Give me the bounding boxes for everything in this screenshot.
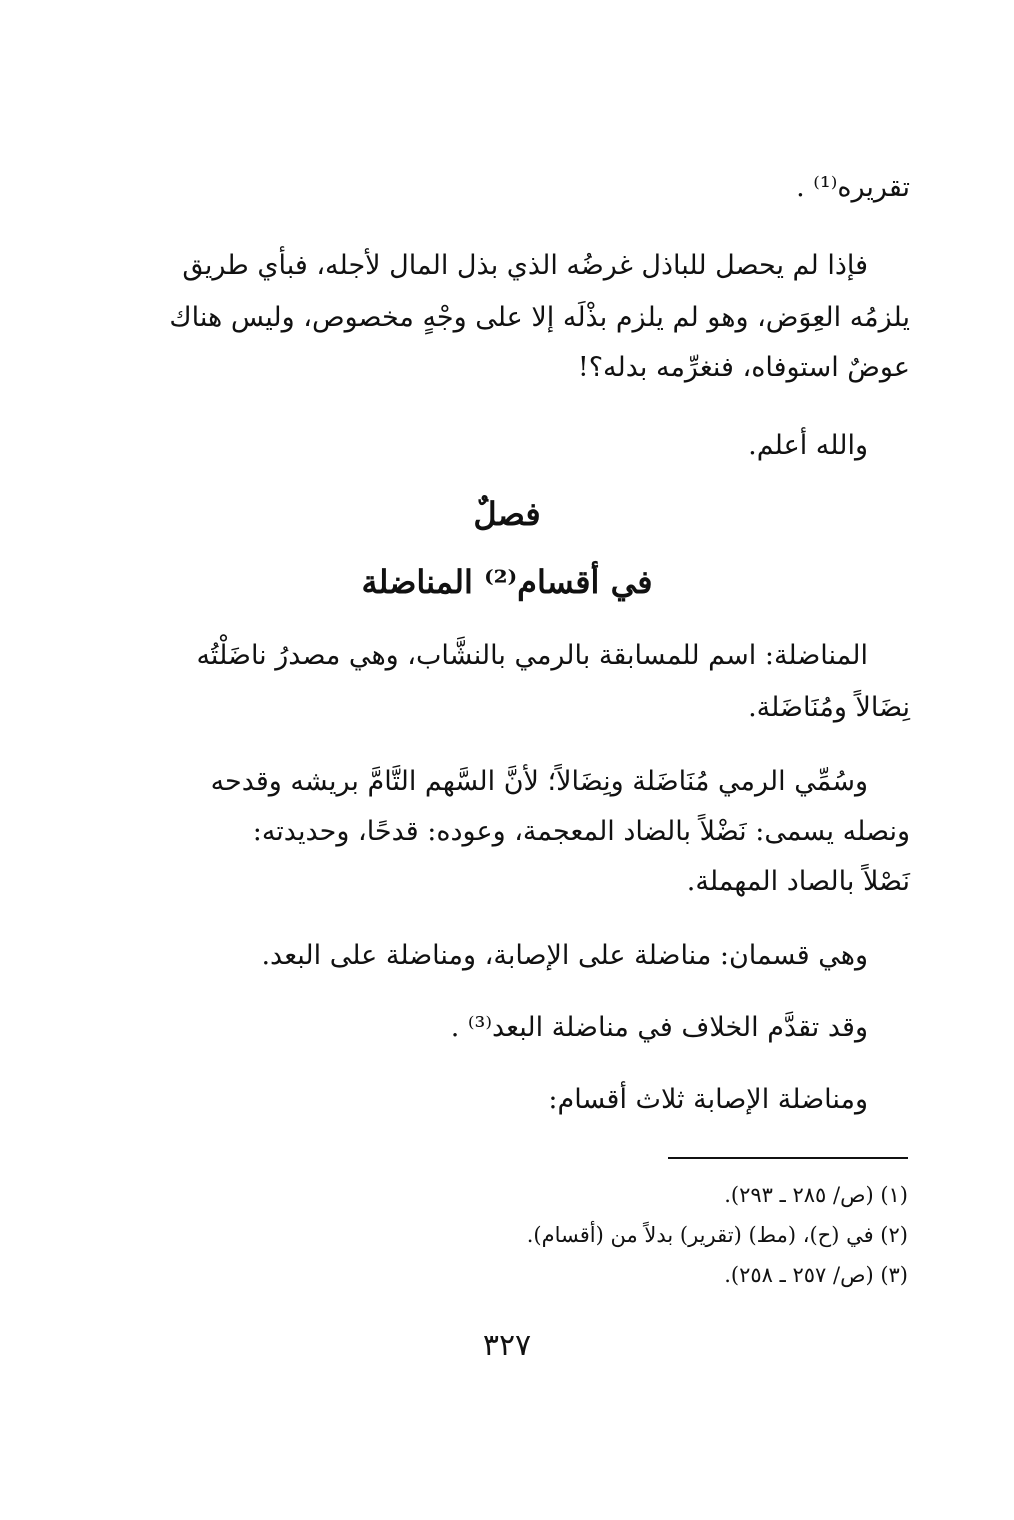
text-line-carryover: تقريره⁽¹⁾ . <box>796 172 910 203</box>
paragraph-line: ومناضلة الإصابة ثلاث أقسام: <box>548 1084 868 1115</box>
paragraph-line: نَصْلاً بالصاد المهملة. <box>686 866 910 897</box>
footnote-2: (٢) في (ح)، (مط) (تقرير) بدلاً من (أقسام). <box>526 1223 908 1247</box>
paragraph-line: نِضَالاً ومُنَاضَلة. <box>748 692 910 723</box>
footnote-3: (٣) (ص/ ٢٥٧ ـ ٢٥٨). <box>724 1263 908 1287</box>
closing-phrase: والله أعلم. <box>748 430 868 461</box>
paragraph-line: فإذا لم يحصل للباذل غرضُه الذي بذل المال لأجله، فبأي طريق <box>182 250 868 281</box>
paragraph-line: المناضلة: اسم للمسابقة بالرمي بالنشَّاب، وهي مصدرُ ناضَلْتُه <box>196 640 868 671</box>
paragraph-line: عوضٌ استوفاه، فنغرِّمه بدله؟! <box>577 352 910 383</box>
page-number: ٣٢٧ <box>482 1328 532 1363</box>
paragraph-line: وسُمِّي الرمي مُنَاضَلة ونِضَالاً؛ لأنَّ السَّهم التَّامَّ بريشه وقدحه <box>210 766 868 797</box>
paragraph-line: يلزمُه العِوَض، وهو لم يلزم بذْلَه إلا على وجْهٍ مخصوص، وليس هناك <box>169 302 910 333</box>
section-heading: فصلٌ <box>473 495 541 533</box>
paragraph-line: ونصله يسمى: نَضْلاً بالضاد المعجمة، وعوده: قدحًا، وحديدته: <box>252 816 910 847</box>
footnote-1: (١) (ص/ ٢٨٥ ـ ٢٩٣). <box>724 1183 908 1207</box>
section-title: في أقسام⁽²⁾ المناضلة <box>361 563 653 601</box>
footnote-divider <box>668 1157 908 1159</box>
paragraph-line: وقد تقدَّم الخلاف في مناضلة البعد⁽³⁾ . <box>450 1012 868 1043</box>
paragraph-line: وهي قسمان: مناضلة على الإصابة، ومناضلة على البعد. <box>261 940 868 971</box>
